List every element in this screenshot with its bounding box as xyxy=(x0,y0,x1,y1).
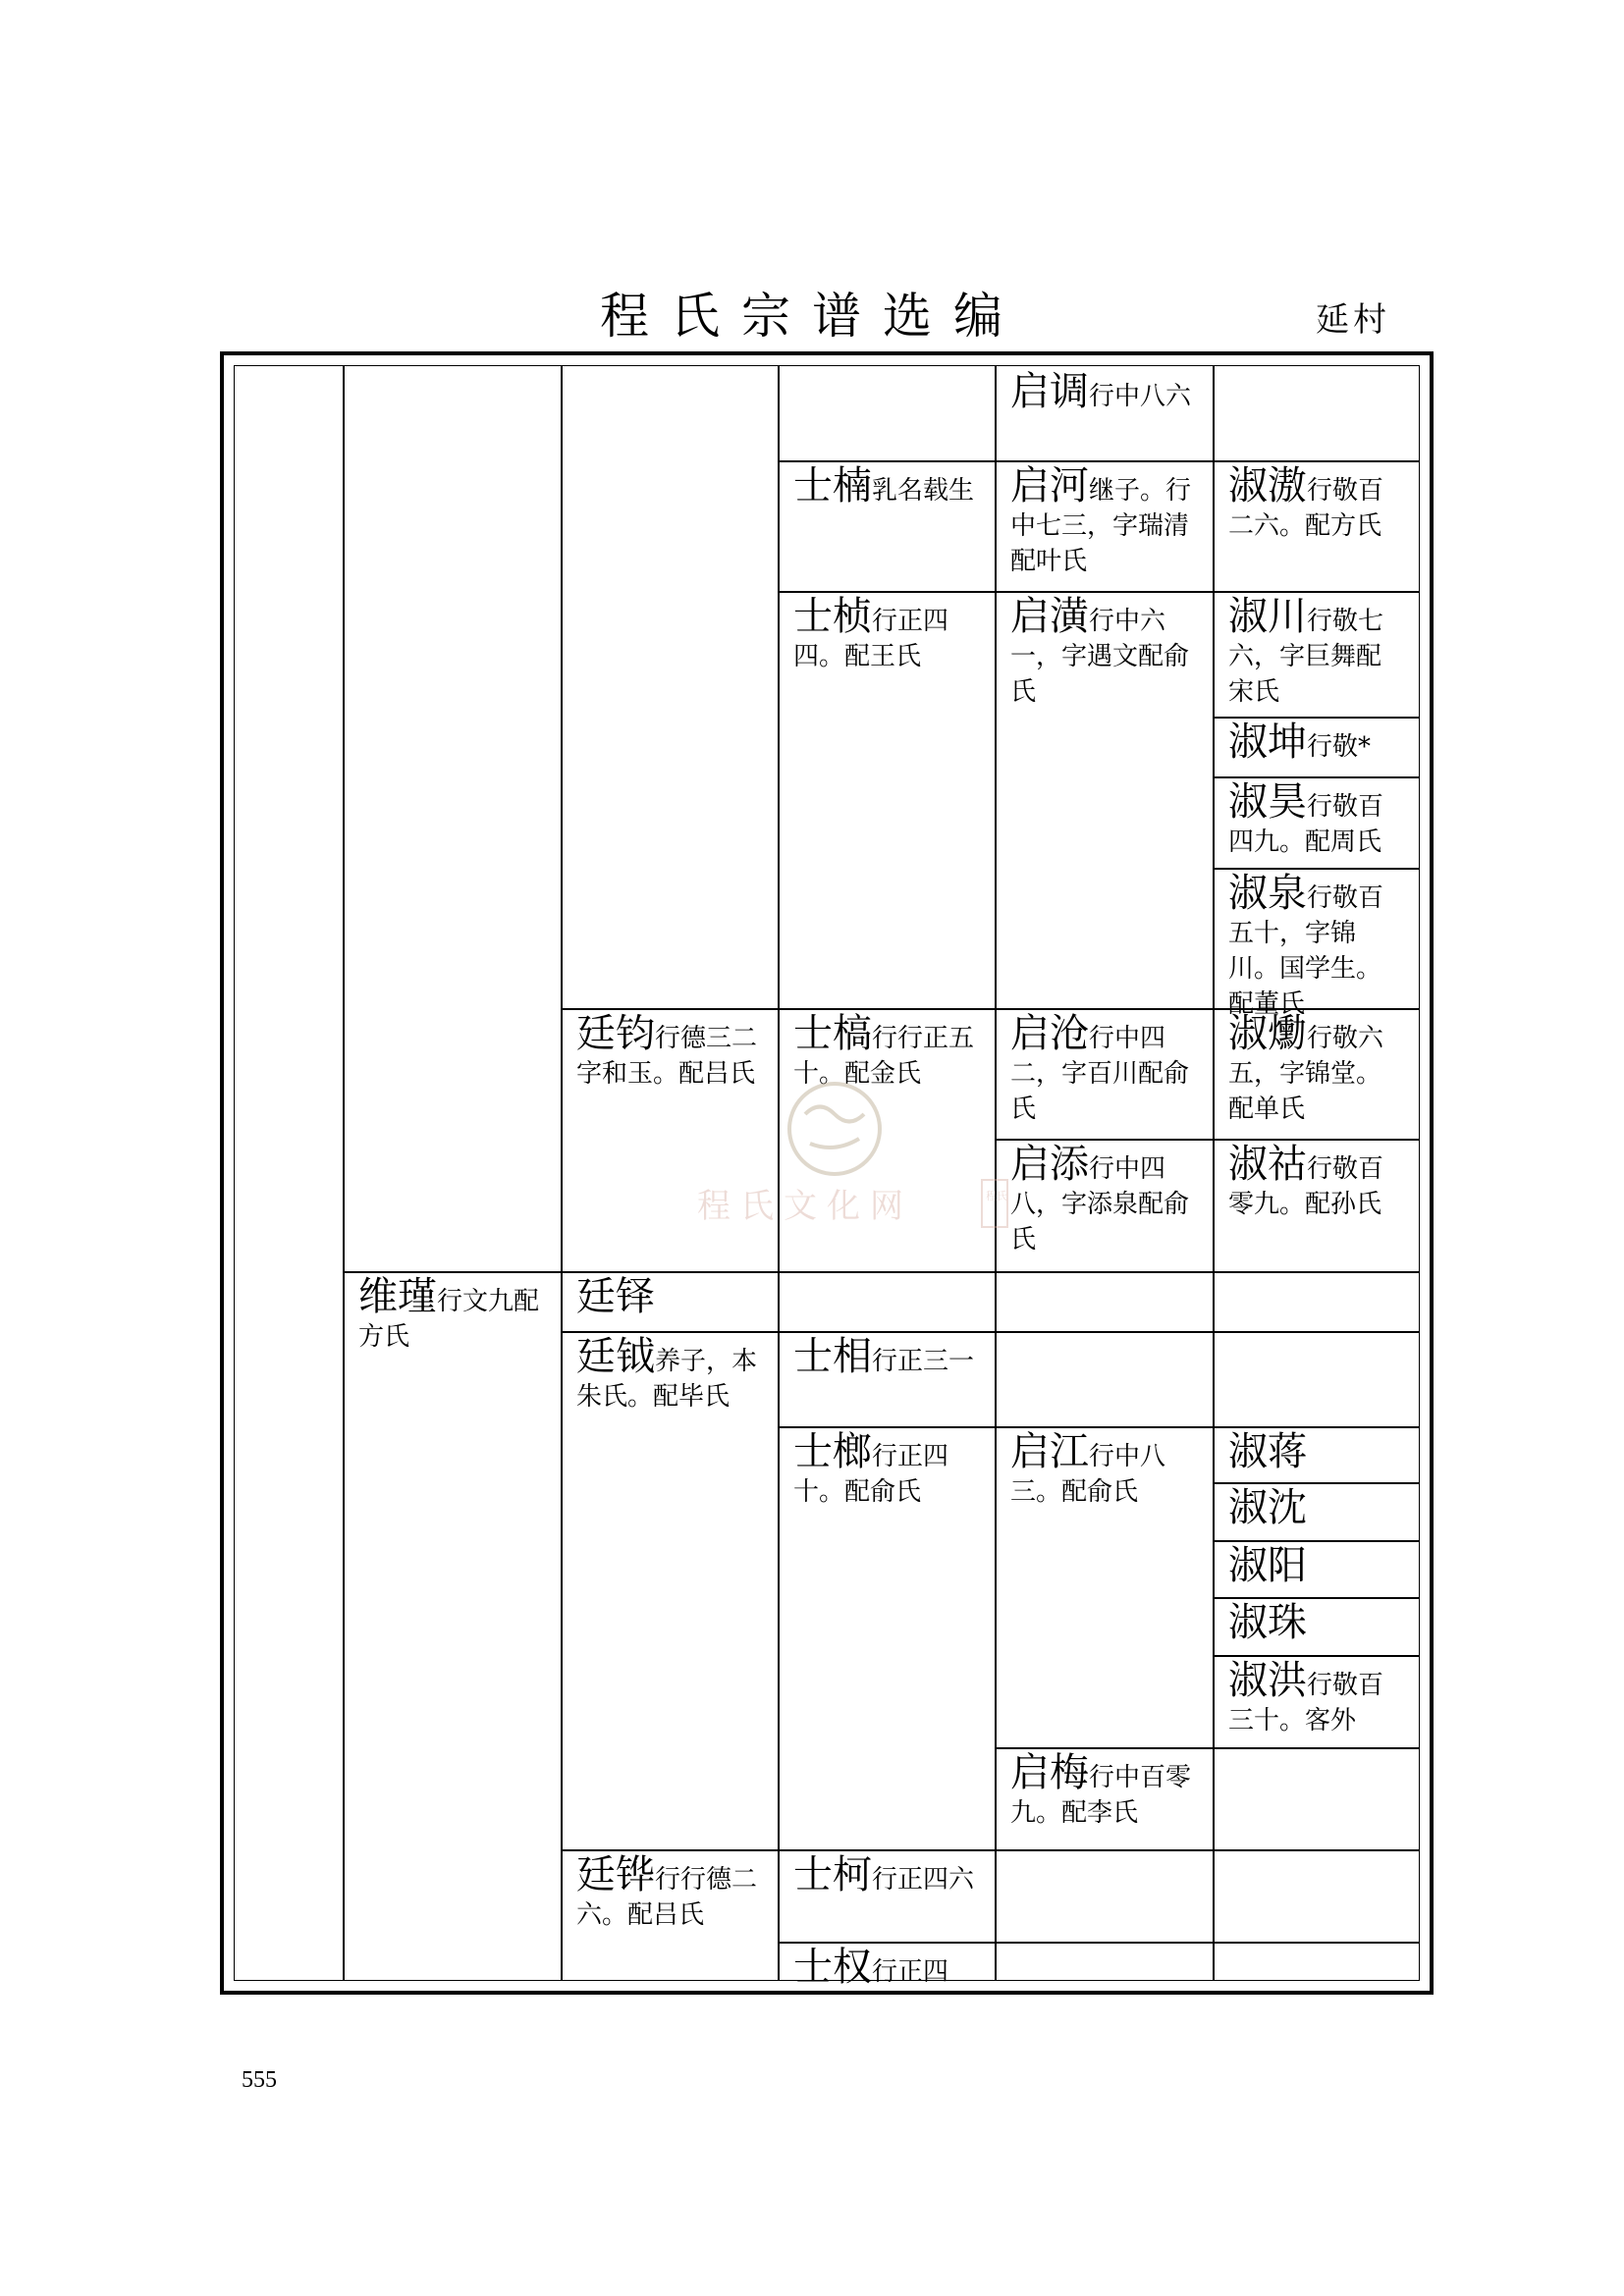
entry-name: 士相 xyxy=(793,1334,872,1379)
entry-name: 淑泉 xyxy=(1228,871,1307,916)
entry-note: 行敬六五，字锦堂。配单氏 xyxy=(1228,1024,1384,1124)
entry-shu-gu xyxy=(1213,1139,1407,1222)
watermark-side-text: 程氏 xyxy=(986,1190,1007,1202)
entry-note: 行行德二六。配吕氏 xyxy=(576,1865,758,1930)
entry-name: 淑阳 xyxy=(1228,1543,1307,1588)
entry-name: 淑沈 xyxy=(1228,1485,1307,1530)
entry-shu-jiang xyxy=(1213,1426,1407,1474)
page-title: 程氏宗谱选编 xyxy=(600,288,1024,345)
entry-note: 继子。行中七三，字瑞清配叶氏 xyxy=(1010,476,1192,576)
entry-note: 行敬百二六。配方氏 xyxy=(1228,476,1384,541)
entry-shu-xun xyxy=(1213,1008,1407,1127)
entry-name: 士桢 xyxy=(793,594,872,639)
entry-name: 启添 xyxy=(1010,1142,1089,1187)
entry-note: 行行正五十。配金氏 xyxy=(793,1024,975,1089)
entry-name: 启调 xyxy=(1010,369,1089,414)
entry-shu-kun xyxy=(1213,717,1407,765)
entry-name: 启梅 xyxy=(1010,1750,1089,1795)
entry-shi-ke xyxy=(778,1849,995,1897)
entry-shu-shen xyxy=(1213,1482,1407,1530)
entry-shu-chuan xyxy=(1213,591,1407,710)
entry-name: 廷钧 xyxy=(576,1011,655,1056)
entry-name: 淑珠 xyxy=(1228,1600,1307,1645)
watermark-text: 程氏文化网 xyxy=(697,1187,913,1226)
entry-name: 士榔 xyxy=(793,1429,872,1474)
entry-name: 启沧 xyxy=(1010,1011,1089,1056)
entry-shi-lang xyxy=(778,1426,995,1510)
entry-note: 行正四十。配俞氏 xyxy=(793,1442,949,1507)
watermark-side-seal xyxy=(982,1180,1007,1227)
entry-note: 行正四六 xyxy=(872,1865,975,1895)
entry-ting-yue xyxy=(561,1331,778,1415)
seal-dragon-icon xyxy=(805,1107,864,1148)
entry-note: 行中六一，字遇文配俞氏 xyxy=(1010,607,1190,707)
entry-name: 廷铎 xyxy=(576,1274,655,1319)
entry-name: 淑坤 xyxy=(1228,720,1307,765)
watermark xyxy=(687,1070,1021,1247)
entry-name: 士权 xyxy=(793,1945,872,1990)
entry-name: 淑滶 xyxy=(1228,463,1307,508)
entry-name: 淑蒋 xyxy=(1228,1429,1307,1474)
entry-note: 行敬* xyxy=(1307,732,1372,762)
entry-note: 行正四 xyxy=(872,1957,949,1987)
entry-shu-quan xyxy=(1213,868,1407,1022)
entry-name: 维瑾 xyxy=(358,1274,437,1319)
entry-qi-tian xyxy=(995,1139,1213,1257)
entry-wei-jin xyxy=(343,1271,561,1355)
entry-name: 士槁 xyxy=(793,1011,872,1056)
entry-note: 乳名载生 xyxy=(872,476,975,506)
entry-qi-diao xyxy=(995,366,1213,414)
seal-circle xyxy=(789,1084,880,1174)
entry-note: 行中百零九。配李氏 xyxy=(1010,1763,1192,1828)
entry-note: 养子，本朱氏。配毕氏 xyxy=(576,1347,758,1412)
entry-name: 启河 xyxy=(1010,463,1089,508)
entry-name: 启潢 xyxy=(1010,594,1089,639)
entry-name: 廷钺 xyxy=(576,1334,655,1379)
entry-qi-he xyxy=(995,460,1213,579)
entry-name: 启江 xyxy=(1010,1429,1089,1474)
entry-shi-xiang xyxy=(778,1331,995,1379)
entry-name: 士楠 xyxy=(793,463,872,508)
entry-shu-zhu xyxy=(1213,1597,1407,1645)
entry-note: 行中八六 xyxy=(1089,382,1192,411)
column-divider xyxy=(561,366,563,1980)
entry-shi-quan xyxy=(778,1942,995,1990)
village-name: 延村 xyxy=(1316,300,1390,340)
entry-note: 行德三二字和玉。配吕氏 xyxy=(576,1024,758,1089)
entry-name: 淑昊 xyxy=(1228,779,1307,825)
entry-qi-mei xyxy=(995,1747,1213,1831)
entry-note: 行敬百五十，字锦川。国学生。配董氏 xyxy=(1228,883,1384,1019)
page-number: 555 xyxy=(242,2067,277,2093)
entry-name: 廷铧 xyxy=(576,1852,655,1897)
entry-qi-cang xyxy=(995,1008,1213,1127)
entry-qi-huang xyxy=(995,591,1213,710)
entry-shu-hong xyxy=(1213,1655,1407,1738)
entry-name: 淑川 xyxy=(1228,594,1307,639)
entry-shi-nan xyxy=(778,460,995,508)
entry-name: 淑祜 xyxy=(1228,1142,1307,1187)
entry-note: 行中四二，字百川配俞氏 xyxy=(1010,1024,1190,1124)
entry-note: 行敬百零九。配孙氏 xyxy=(1228,1154,1384,1219)
entry-note: 行敬百四九。配周氏 xyxy=(1228,792,1384,857)
entry-note: 行敬百三十。客外 xyxy=(1228,1671,1384,1735)
entry-shi-zhen xyxy=(778,591,995,674)
entry-shu-hao xyxy=(1213,776,1407,860)
entry-ting-hua xyxy=(561,1849,778,1933)
entry-note: 行正四四。配王氏 xyxy=(793,607,949,671)
entry-shu-yang xyxy=(1213,1540,1407,1588)
entry-name: 士柯 xyxy=(793,1852,872,1897)
entry-name: 淑洪 xyxy=(1228,1658,1307,1703)
entry-note: 行正三一 xyxy=(872,1347,975,1376)
entry-note: 行敬七六，字巨舞配宋氏 xyxy=(1228,607,1384,707)
entry-ting-yi xyxy=(561,1271,778,1319)
entry-note: 行文九配方氏 xyxy=(358,1287,540,1352)
column-divider xyxy=(343,366,345,1980)
entry-name: 淑爋 xyxy=(1228,1011,1307,1056)
entry-note: 行中八三。配俞氏 xyxy=(1010,1442,1166,1507)
entry-note: 行中四八，字添泉配俞氏 xyxy=(1010,1154,1190,1255)
entry-qi-jiang xyxy=(995,1426,1213,1510)
entry-shu-zhuo xyxy=(1213,460,1407,544)
